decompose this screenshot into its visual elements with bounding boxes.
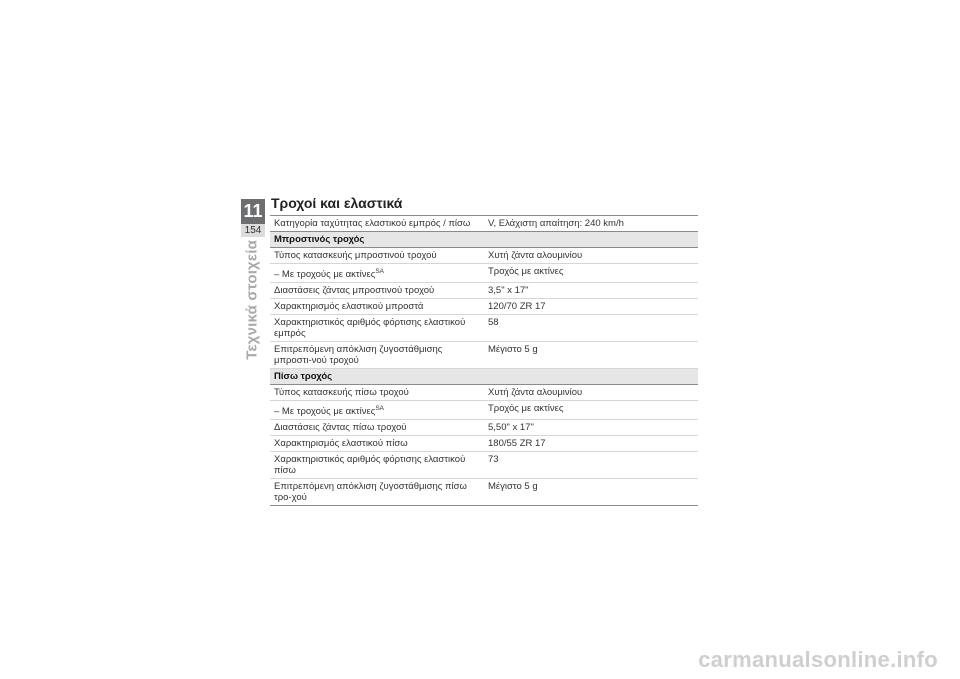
table-row [270,315,698,342]
table-row [270,248,698,264]
option-superscript: SA [375,405,385,412]
row-value: 120/70 ZR 17 [488,301,546,312]
row-label: Διαστάσεις ζάντας μπροστινού τροχού [274,285,435,296]
table-row [270,401,698,420]
row-value: 180/55 ZR 17 [488,438,546,449]
table-row [270,452,698,479]
table-row [270,479,698,505]
page-number: 154 [241,224,265,237]
row-value: Χυτή ζάντα αλουμινίου [488,250,583,261]
watermark: carmanualsonline.info [698,647,938,672]
row-value: 5,50" x 17" [488,422,534,433]
table-row [270,342,698,369]
row-label: Χαρακτηρισμός ελαστικού μπροστά [274,301,424,312]
row-label: Επιτρεπόμενη απόκλιση ζυγοστάθμισης πίσω τρο-χού [274,481,467,503]
table-row [270,299,698,315]
table-row [270,264,698,283]
row-label: Χαρακτηριστικός αριθμός φόρτισης ελαστικού εμπρός [274,317,466,339]
row-label: Επιτρεπόμενη απόκλιση ζυγοστάθμισης μπροστι-νού τροχού [274,344,443,366]
table-row [270,216,698,232]
row-label: Χαρακτηρισμός ελαστικού πίσω [274,438,408,449]
row-value: Μέγιστο 5 g [488,344,538,355]
section-title: Τροχοί και ελαστικά [271,195,403,211]
table-row [270,436,698,452]
row-label [270,264,484,282]
row-label-text: – Με τροχούς με ακτίνες [274,406,376,417]
row-label: Τύπος κατασκευής μπροστινού τροχού [274,250,437,261]
row-value: 73 [488,454,499,465]
row-label-text: – Με τροχούς με ακτίνες [274,269,376,280]
row-value: V, Ελάχιστη απαίτηση: 240 km/h [488,218,624,229]
table-row [270,283,698,299]
row-label [270,401,484,419]
row-label: Διαστάσεις ζάντας πίσω τροχού [274,422,407,433]
rear-wheel-heading: Πίσω τροχός [274,371,333,382]
table-row [270,420,698,436]
row-label: Κατηγορία ταχύτητας ελαστικού εμπρός / πίσω [274,218,471,229]
option-superscript: SA [375,268,385,275]
table-row [270,385,698,401]
rear-wheel-heading-row [270,369,698,385]
front-wheel-heading-row [270,232,698,248]
row-value: Τροχός με ακτίνες [488,266,564,277]
front-wheel-heading: Μπροστινός τροχός [274,234,365,245]
row-value: Τροχός με ακτίνες [488,403,564,414]
row-value: 3,5" x 17" [488,285,529,296]
row-value: Χυτή ζάντα αλουμινίου [488,387,583,398]
row-label: Τύπος κατασκευής πίσω τροχού [274,387,409,398]
row-value: 58 [488,317,499,328]
chapter-side-title: Τεχνικά στοιχεία [243,240,261,360]
row-label: Χαρακτηριστικός αριθμός φόρτισης ελαστικού πίσω [274,454,466,476]
spec-table [270,215,698,506]
row-value: Μέγιστο 5 g [488,481,538,492]
chapter-number: 11 [243,201,263,221]
